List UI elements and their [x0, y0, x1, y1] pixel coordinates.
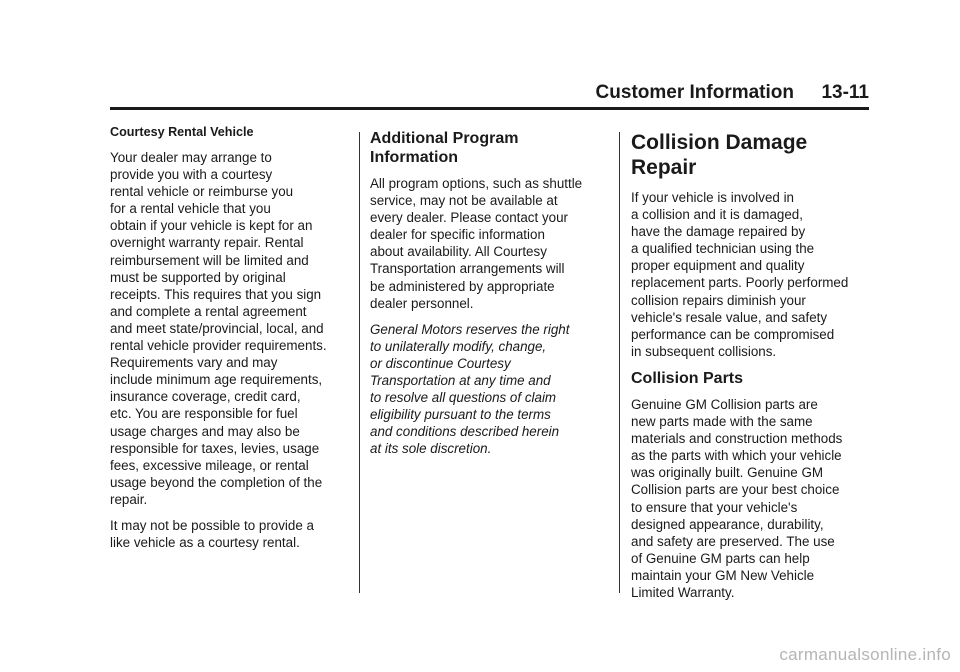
additional-program-heading: Additional Program Information: [370, 130, 519, 166]
section-title: Customer Information: [595, 82, 794, 103]
collision-parts-paragraph: Genuine GM Collision parts are new parts made with the same materials and construction methods as the parts with which your vehicle was originally built. Genuine GM Collision parts are your best choice to ensure that your vehicle's designed appearance, durability, and safety are preserved. The use of Genuine GM parts can help maintain your GM New Vehicle Limited Warranty.: [631, 396, 843, 600]
additional-program-paragraph: All program options, such as shuttle service, may not be available at every dealer. Please contact your dealer for specific information about availability. All Courtesy Transportation arrangements will be administered by appropriate dealer personnel.: [370, 176, 583, 311]
column-divider-right: [619, 132, 620, 593]
gm-reserves-rights-text: General Motors reserves the right to unilaterally modify, change, or discontinue Courtesy Transportation at any time and to resolve all questions of claim eligibility pursuant to the terms and conditions described herein at its sole discretion.: [370, 321, 570, 457]
header-rule: [110, 107, 869, 110]
watermark: carmanualsonline.info: [779, 645, 951, 664]
page-number: 13-11: [821, 82, 869, 103]
collision-damage-paragraph: If your vehicle is involved in a collision and it is damaged, have the damage repaired by a qualified technician using the proper equipment and quality replacement parts. Poorly performed collision repairs diminish your vehicle's resale value, and safety performance can be compromised in subsequent collisions.: [631, 190, 849, 359]
collision-parts-heading: Collision Parts: [631, 369, 744, 387]
gm-reserves-rights-paragraph: [370, 321, 610, 458]
column-divider-left: [359, 132, 360, 593]
courtesy-rental-heading: Courtesy Rental Vehicle: [110, 125, 254, 139]
middle-column: [370, 129, 610, 467]
right-column: [631, 128, 871, 610]
collision-damage-repair-title: Collision Damage Repair: [631, 131, 808, 179]
left-column: [110, 124, 350, 560]
courtesy-rental-note: It may not be possible to provide a like vehicle as a courtesy rental.: [110, 517, 314, 551]
courtesy-rental-paragraph: Your dealer may arrange to provide you with a courtesy rental vehicle or reimburse you for a rental vehicle that you obtain if your vehicle is kept for an overnight warranty repair. Rental reimbursement will be limited and must be supported by original receipts. This requires that you sign and complete a rental agreement and meet state/provincial, local, and rental vehicle provider requirements. Requirements vary and may include minimum age requirements, insurance coverage, credit card, etc. You are responsible for fuel usage charges and may also be responsible for taxes, levies, usage fees, excessive mileage, or rental usage beyond the completion of the repair.: [110, 150, 327, 507]
